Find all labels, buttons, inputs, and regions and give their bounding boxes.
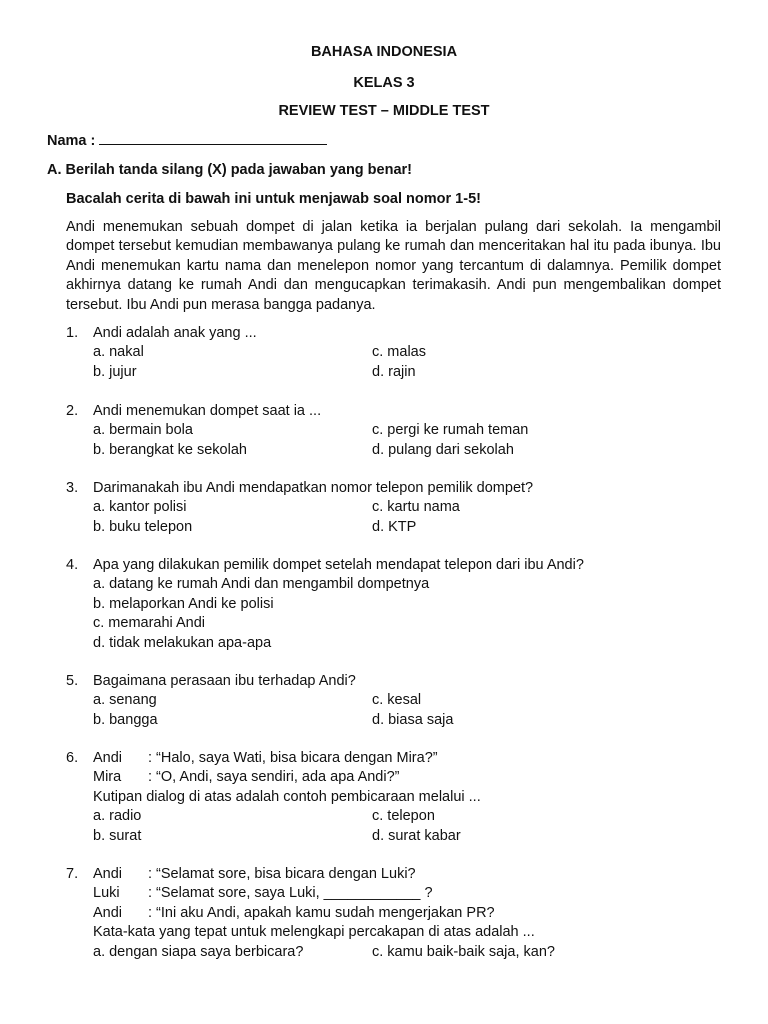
dialog-text: : “O, Andi, saya sendiri, ada apa Andi?” — [148, 769, 400, 786]
option-c: c. telepon — [372, 808, 435, 825]
option-a: a. radio — [93, 808, 142, 825]
dialog-line — [93, 904, 726, 923]
story-text: Andi menemukan sebuah dompet di jalan ketika ia berjalan pulang dari sekolah. Ia mengambil dompet tersebut kemudian membawanya pulang ke rumah dan menceritakan hal itu pada ibunya. Ibu Andi menemukan kartu nama dan menelepon nomor yang tercantum di dalamnya. Pemilik dompet akhirnya datang ke rumah Andi dan mengucapkan terimakasih. Andi pun mengembalikan dompet tersebut. Ibu Andi pun merasa bangga padanya. — [66, 219, 721, 313]
option-d: d. tidak melakukan apa-apa — [93, 634, 272, 651]
option-c: c. kesal — [372, 692, 422, 709]
question-stem: Andi menemukan dompet saat ia ... — [93, 403, 322, 419]
story-instruction: Bacalah cerita di bawah ini untuk menjawab soal nomor 1-5! — [66, 191, 481, 207]
dialog-speaker: Andi — [93, 750, 123, 766]
question-number: 3. — [66, 480, 79, 496]
option-c: c. malas — [372, 344, 426, 361]
section-a-instruction: A. Berilah tanda silang (X) pada jawaban yang benar! — [47, 162, 412, 178]
dialog-line — [93, 768, 726, 787]
option-a: a. senang — [93, 692, 157, 709]
option-a: a. datang ke rumah Andi dan mengambil dompetnya — [93, 576, 430, 593]
option-b: b. berangkat ke sekolah — [93, 441, 247, 458]
question-3 — [66, 479, 726, 537]
question-number: 1. — [66, 325, 79, 341]
name-blank-line — [99, 131, 327, 145]
question-stem: Bagaimana perasaan ibu terhadap Andi? — [93, 673, 356, 689]
option-c: c. kartu nama — [372, 499, 460, 516]
dialog-text: : “Halo, saya Wati, bisa bicara dengan Mira?” — [148, 750, 438, 766]
dialog-speaker: Mira — [93, 769, 122, 786]
name-field — [47, 131, 327, 151]
question-6 — [66, 749, 726, 846]
dialog-text: : “Ini aku Andi, apakah kamu sudah mengerjakan PR? — [148, 904, 495, 921]
test-title: REVIEW TEST – MIDDLE TEST — [278, 103, 490, 119]
option-a: a. bermain bola — [93, 422, 193, 439]
question-number: 6. — [66, 750, 79, 766]
dialog-speaker: Luki — [93, 885, 120, 902]
question-7 — [66, 865, 726, 962]
name-label: Nama : — [47, 133, 96, 149]
question-number: 4. — [66, 557, 79, 573]
dialog-line — [93, 884, 726, 903]
question-stem: Kata-kata yang tepat untuk melengkapi percakapan di atas adalah ... — [93, 924, 535, 941]
dialog-text: : “Selamat sore, saya Luki, ____________ ? — [148, 885, 433, 902]
option-a: a. nakal — [93, 344, 144, 361]
question-2 — [66, 402, 726, 460]
question-stem: Kutipan dialog di atas adalah contoh pembicaraan melalui ... — [93, 788, 481, 805]
question-1 — [66, 324, 726, 382]
dialog-line — [93, 865, 726, 884]
option-b: b. surat — [93, 827, 142, 844]
option-a: a. dengan siapa saya berbicara? — [93, 943, 304, 960]
question-4 — [66, 556, 726, 653]
option-c: c. pergi ke rumah teman — [372, 422, 529, 439]
option-d: d. KTP — [372, 518, 417, 535]
question-stem: Andi adalah anak yang ... — [93, 325, 257, 341]
grade-title: KELAS 3 — [353, 75, 415, 91]
question-number: 5. — [66, 673, 79, 689]
option-d: d. rajin — [372, 363, 416, 380]
option-b: b. buku telepon — [93, 518, 193, 535]
question-5 — [66, 672, 726, 730]
option-b: b. bangga — [93, 711, 158, 728]
dialog-text: : “Selamat sore, bisa bicara dengan Luki? — [148, 866, 416, 882]
dialog-line — [93, 749, 726, 768]
story-paragraph — [66, 218, 721, 315]
option-c: c. memarahi Andi — [93, 615, 206, 632]
question-stem: Darimanakah ibu Andi mendapatkan nomor telepon pemilik dompet? — [93, 480, 534, 496]
option-d: d. pulang dari sekolah — [372, 441, 514, 458]
option-b: b. melaporkan Andi ke polisi — [93, 595, 274, 612]
question-number: 7. — [66, 866, 79, 882]
option-d: d. biasa saja — [372, 711, 454, 728]
option-c: c. kamu baik-baik saja, kan? — [372, 943, 555, 960]
subject-title: BAHASA INDONESIA — [310, 44, 458, 60]
option-b: b. jujur — [93, 363, 137, 380]
option-a: a. kantor polisi — [93, 499, 187, 516]
dialog-speaker: Andi — [93, 866, 123, 882]
question-number: 2. — [66, 403, 79, 419]
option-d: d. surat kabar — [372, 827, 461, 844]
dialog-speaker: Andi — [93, 904, 123, 921]
question-stem: Apa yang dilakukan pemilik dompet setelah mendapat telepon dari ibu Andi? — [93, 557, 584, 573]
